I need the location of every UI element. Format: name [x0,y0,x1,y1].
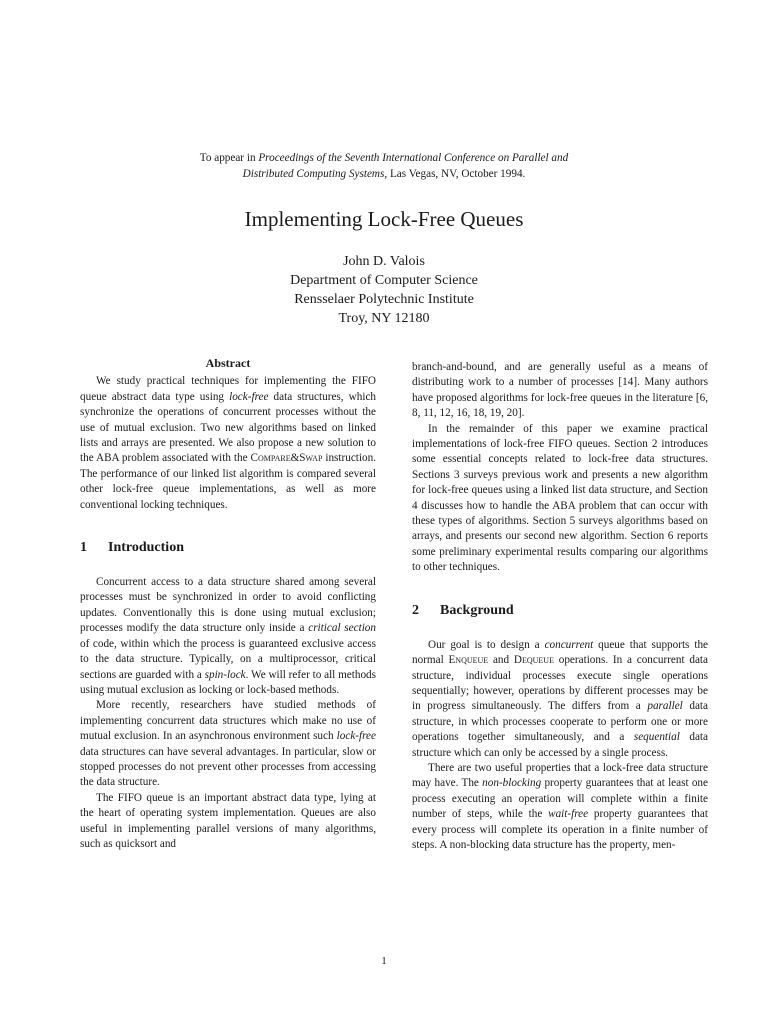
intro-paragraph-2: More recently, researchers have studied methods of implementing concurrent data structures which make no use of mutual exclusion. In an asynchronous environment such lock-free data structures can have several advantages. In particular, slow or stopped processes do not prevent other processes from accessing the data structure. [80,699,376,789]
background-paragraph-1: Our goal is to design a concurrent queue that supports the normal Enqueue and Dequeue operations. In a concurrent data structure, individual processes execute single operations sequentially; however, operations by different processes may be in progress simultaneously. The differs from a parallel data structure, in which processes cooperate to perform one or more operations together simultaneously, and a sequential data structure which can only be accessed by a single process. [412,638,709,759]
intro-paragraph-1: Concurrent access to a data structure shared among several processes must be synchronized in order to avoid conflicting updates. Conventionally this is done using mutual exclusion; processes modify the data structure only inside a critical section of code, within which the process is guaranteed exclusive access to the data structure. Typically, on a multiprocessor, critical sections are guarded with a spin-lock. We will refer to all methods using mutual exclusion as locking or lock-based methods. [80,576,377,696]
page-number: 1 [381,955,387,967]
author-department: Department of Computer Science [290,273,478,288]
intro-paragraph-3: The FIFO queue is an important abstract data type, lying at the heart of operating system implementation. Queues are also useful in implementing parallel versions of many algorithms, such as quicksort and [80,791,376,850]
author-institution: Rensselaer Polytechnic Institute [294,292,474,307]
paper-title: Implementing Lock-Free Queues [244,207,524,231]
section-heading-background: 2 Background [412,602,514,618]
left-column [80,356,376,852]
abstract-heading: Abstract [205,356,251,370]
intro-continued-paragraph: branch-and-bound, and are generally useful as a means of distributing work to a number of processes [14]. Many authors have proposed algorithms for lock-free queues in the literature [6, 8, 11, 12, 16, 18, 19, 20]. [412,361,708,420]
intro-paragraph-4: In the remainder of this paper we examine practical implementations of lock-free FIFO queues. Section 2 introduces some essential concepts related to lock-free data structures. Sections 3 surveys previous work and presents a new algorithm for lock-free queues using a linked list data structure, and Section 4 discusses how to handle the ABA problem that can occur with these types of algorithms. Section 5 surveys algorithms based on arrays, and presents our second new algorithm. Section 6 reports some preliminary experimental results comparing our algorithms to other techniques. [412,422,708,574]
right-column [412,360,708,853]
author-address: Troy, NY 12180 [338,311,430,326]
author-block [0,252,768,328]
background-paragraph-2: There are two useful properties that a lock-free data structure may have. The non-blocking property guarantees that at least one process executing an operation will complete within a finite number of steps, while the wait-free property guarantees that every process will complete its operation in a finite number of steps. A non-blocking data structure has the property, men- [412,761,708,851]
abstract-paragraph: We study practical techniques for implementing the FIFO queue abstract data type using lock-free data structures, which synchronize the operations of concurrent processes without the use of mutual exclusion. Two new algorithms based on linked lists and arrays are presented. We also propose a new solution to the ABA problem associated with the Compare&Swap instruction. The performance of our linked list algorithm is compared several other lock-free queue implementations, as well as more conventional locking techniques. [80,375,376,511]
publication-note-line-1: To appear in Proceedings of the Seventh International Conference on Parallel and [199,152,569,164]
publication-note [140,150,628,182]
section-heading-introduction: 1 Introduction [80,540,184,556]
author-name: John D. Valois [343,254,425,269]
publication-note-line-2: Distributed Computing Systems, Las Vegas, NV, October 1994. [242,168,526,180]
